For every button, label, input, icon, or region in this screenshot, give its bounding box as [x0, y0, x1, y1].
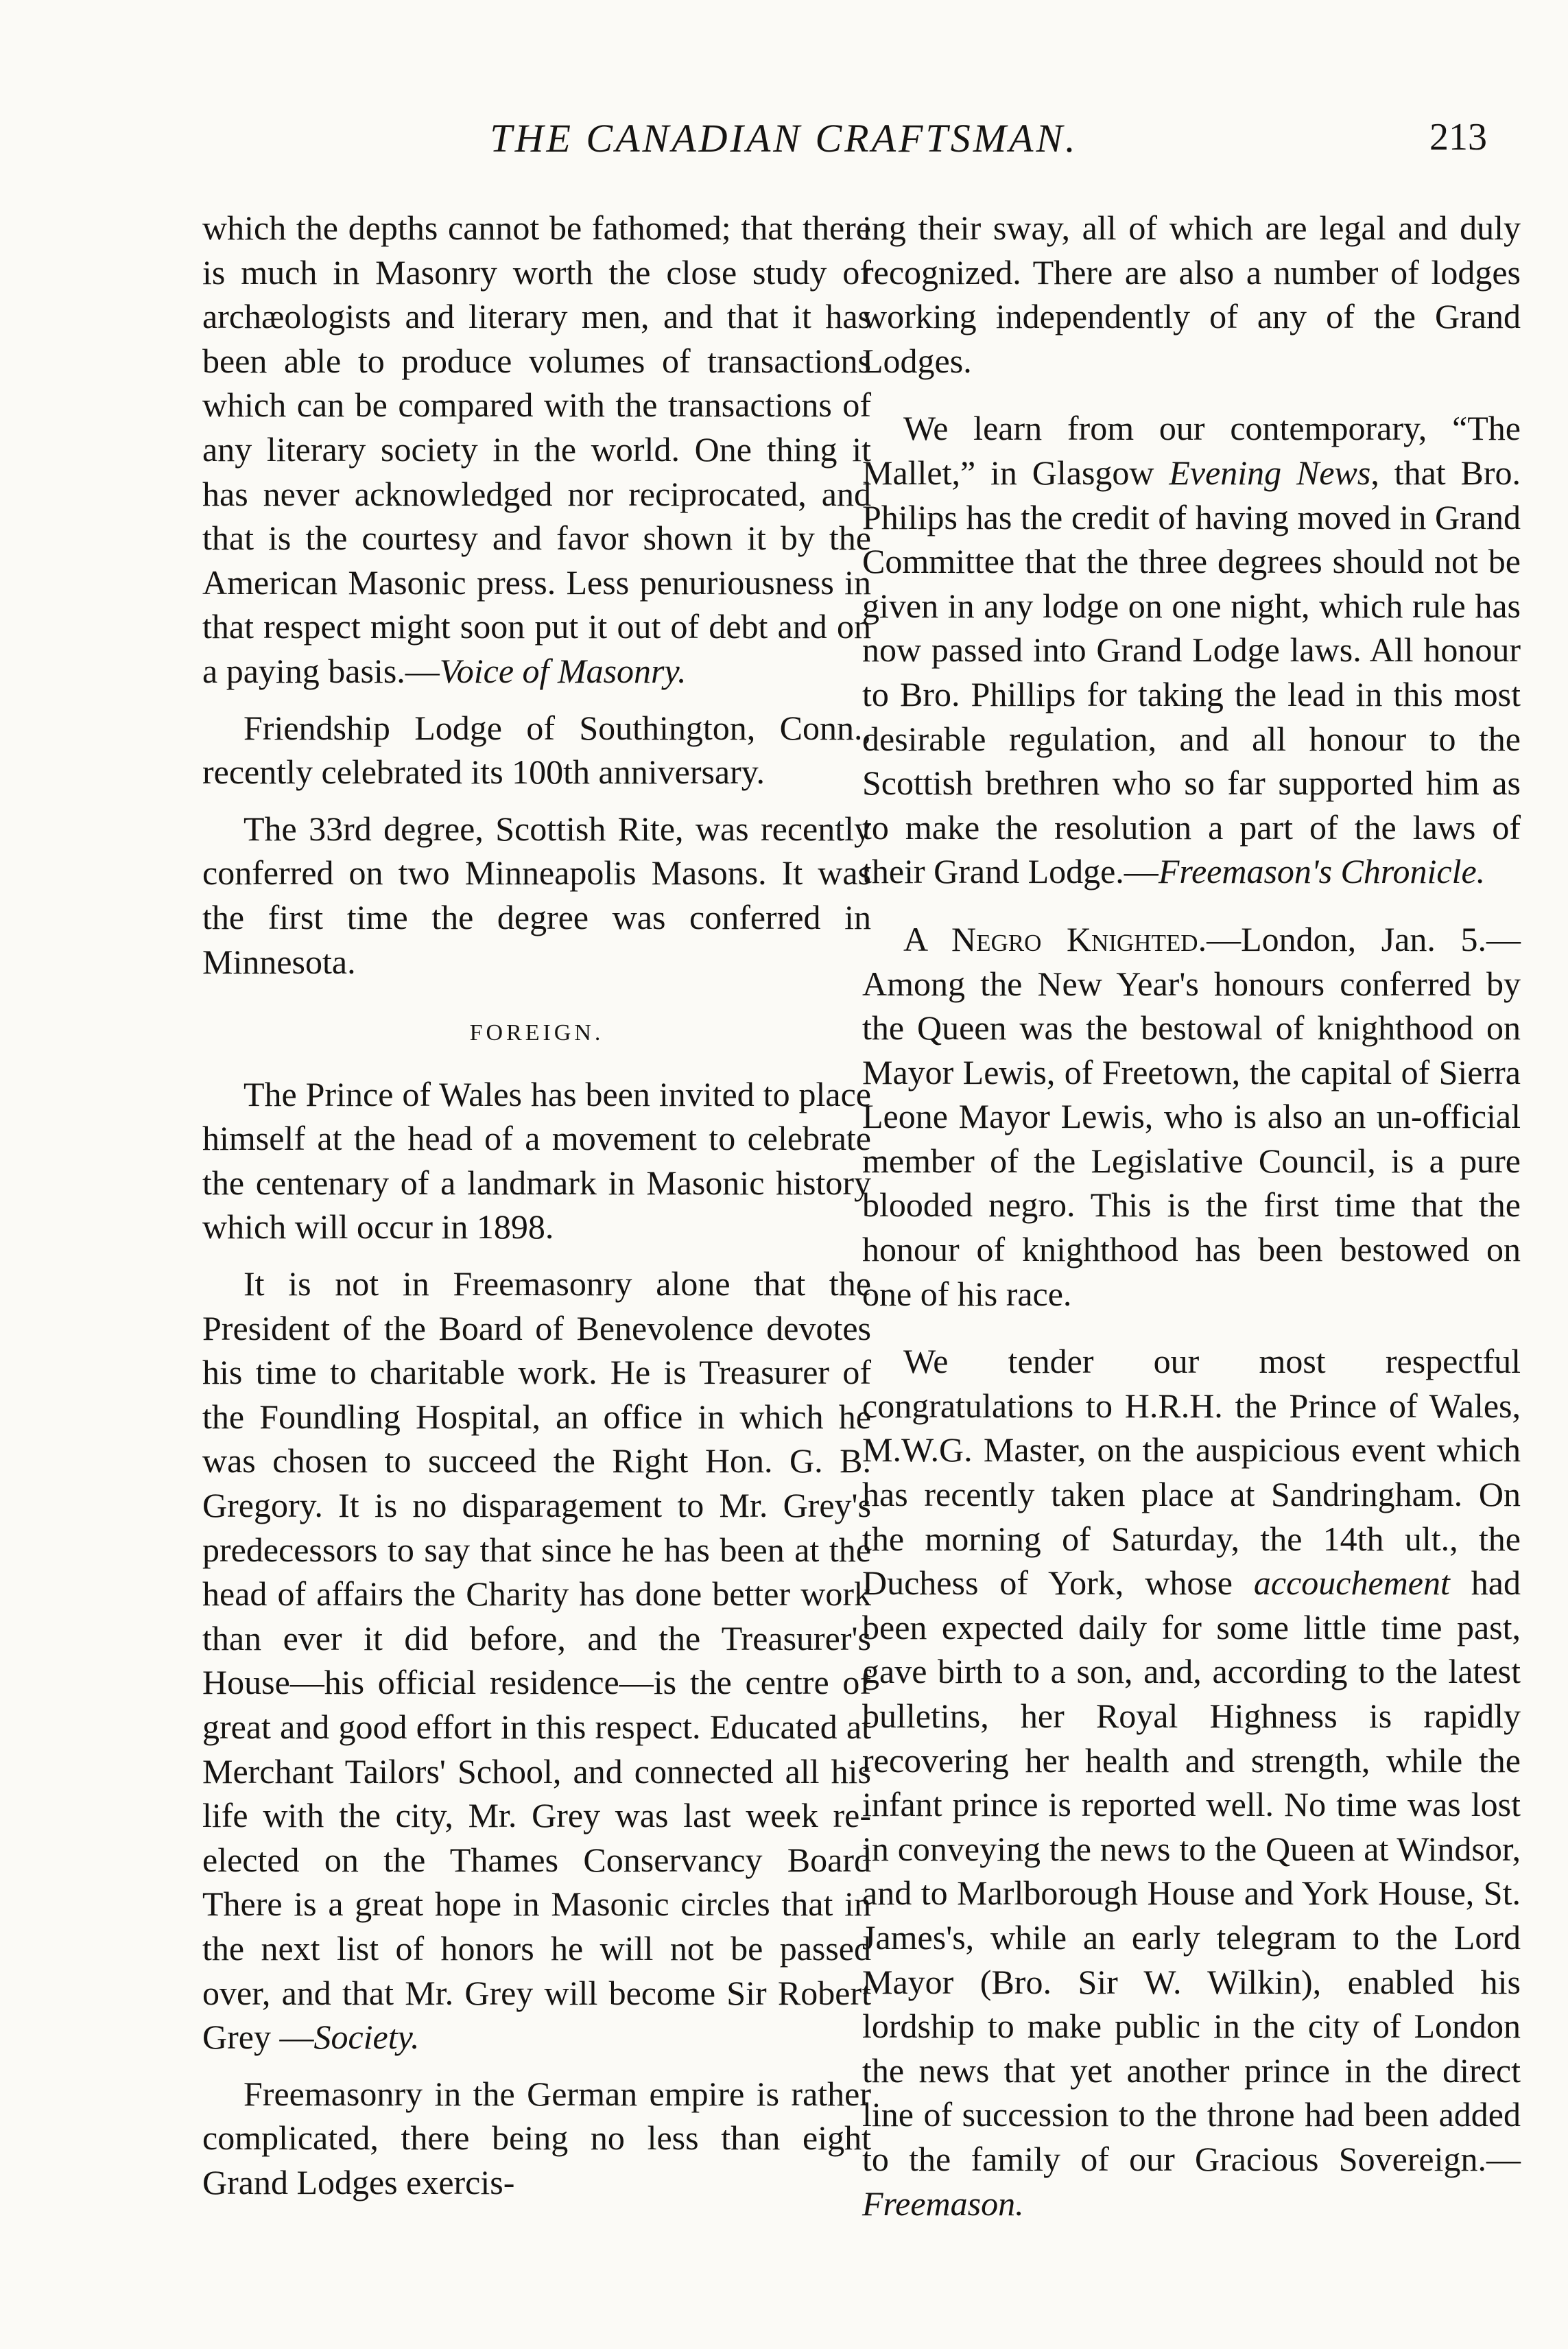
- article-headline: A Negro Knighted.: [903, 919, 1207, 958]
- paragraph-text: —London, Jan. 5.—Among the New Year's honours conferred by the Queen was the bestowal of knighthood on Mayor Lewis, of Freetown, the capital of Sierra Leone Mayor Lewis, who is also an un-official member of the Legislative Council, is a pure blooded negro. This is the first time that the honour of knighthood has been bestowed on one of his race.: [862, 919, 1521, 1313]
- newspaper-title: Evening News: [1169, 453, 1371, 492]
- article-paragraph: [202, 206, 871, 694]
- section-heading: FOREIGN.: [469, 1020, 604, 1046]
- paragraph-text: It is not in Freemasonry alone that the President of the Board of Benevolence devotes his time to charitable work. He is Treasurer of the Foundling Hospital, an office in which he was chosen to succeed the Right Hon. G. B. Gregory. It is no disparagement to Mr. Grey's predecessors to say that since he has been at the head of affairs the Charity has done better work than ever it did before, and the Treasurer's House—his official residence—is the centre of great and good effort in this respect. Educated at Merchant Tailors' School, and connected all his life with the city, Mr. Grey was last week re-elected on the Thames Conservancy Board There is a great hope in Masonic circles that in the next list of honors he will not be passed over, and that Mr. Grey will become Sir Robert Grey —: [202, 1264, 871, 2057]
- italic-word: accouchement: [1253, 1563, 1450, 1603]
- article-paragraph: ing their sway, all of which are legal and duly recognized. There are also a number of lodges working independently of any of the Grand Lodges.: [862, 209, 1521, 380]
- paragraph-text: We learn from our contemporary, “The Mallet,” in Glasgow: [862, 409, 1521, 492]
- paragraph-text: , that Bro. Philips has the credit of having moved in Grand Committee that the three degrees should not be given in any lodge on one night, which rule has now passed into Grand Lodge laws. All honour to Bro. Phillips for taking the lead in this most desirable regulation, and all honour to the Scottish brethren who so far supported him as to make the resolution a part of the laws of their Grand Lodge.—: [862, 453, 1521, 891]
- article-paragraph: The Prince of Wales has been invited to place himself at the head of a movement to celebrate the centenary of a landmark in Masonic history which will occur in 1898.: [202, 1074, 871, 1247]
- article-paragraph: [862, 406, 1521, 894]
- paragraph-text: had been expected daily for some little time past, gave birth to a son, and, according to the latest bulletins, her Royal Highness is rapidly recovering her health and strength, while the infant prince is reported well. No time was lost in conveying the news to the Queen at Windsor, and to Marlborough House and York House, St. James's, while an early telegram to the Lord Mayor (Bro. Sir W. Wilkin), enabled his lordship to make public in the city of London the news that yet another prince in the direct line of succession to the throne had been added to the family of our Gracious Sovereign.—: [862, 1563, 1521, 2178]
- article-paragraph: The 33rd degree, Scottish Rite, was recently conferred on two Minneapolis Masons. It was the first time the degree was conferred in Minnesota.: [202, 809, 871, 981]
- article-paragraph: Friendship Lodge of Southington, Conn., recently celebrated its 100th anniversary.: [202, 708, 871, 792]
- paragraph-text: We tender our most respectful congratulations to H.R.H. the Prince of Wales, M.W.G. Master, on the auspicious event which has recently taken place at Sandringham. On the morning of Saturday, the 14th ult., the Duchess of York, whose: [862, 1342, 1521, 1603]
- source-citation: Freemason.: [862, 2184, 1024, 2223]
- source-citation: Freemason's Chronicle.: [1158, 852, 1486, 891]
- page-header: [0, 115, 1568, 177]
- article-paragraph: [862, 1339, 1521, 2226]
- left-column: [202, 206, 871, 2217]
- article-paragraph: [202, 1262, 871, 2059]
- running-title: THE CANADIAN CRAFTSMAN.: [490, 116, 1078, 161]
- source-citation: Society.: [313, 2018, 420, 2057]
- source-citation: Voice of Masonry.: [439, 651, 687, 690]
- right-column: [862, 206, 1521, 2238]
- page-number: 213: [1429, 116, 1487, 158]
- article-paragraph: [862, 917, 1521, 1316]
- article-paragraph: Freemasonry in the German empire is rather complicated, there being no less than eight Grand Lodges exercis-: [202, 2074, 871, 2202]
- paragraph-text: which the depths cannot be fathomed; that there is much in Masonry worth the close study of archæologists and literary men, and that it has been able to produce volumes of transactions which can be compared with the transactions of any literary society in the world. One thing it has never acknowledged nor reciprocated, and that is the courtesy and favor shown it by the American Masonic press. Less penuriousness in that respect might soon put it out of debt and on a paying basis.—: [202, 209, 871, 690]
